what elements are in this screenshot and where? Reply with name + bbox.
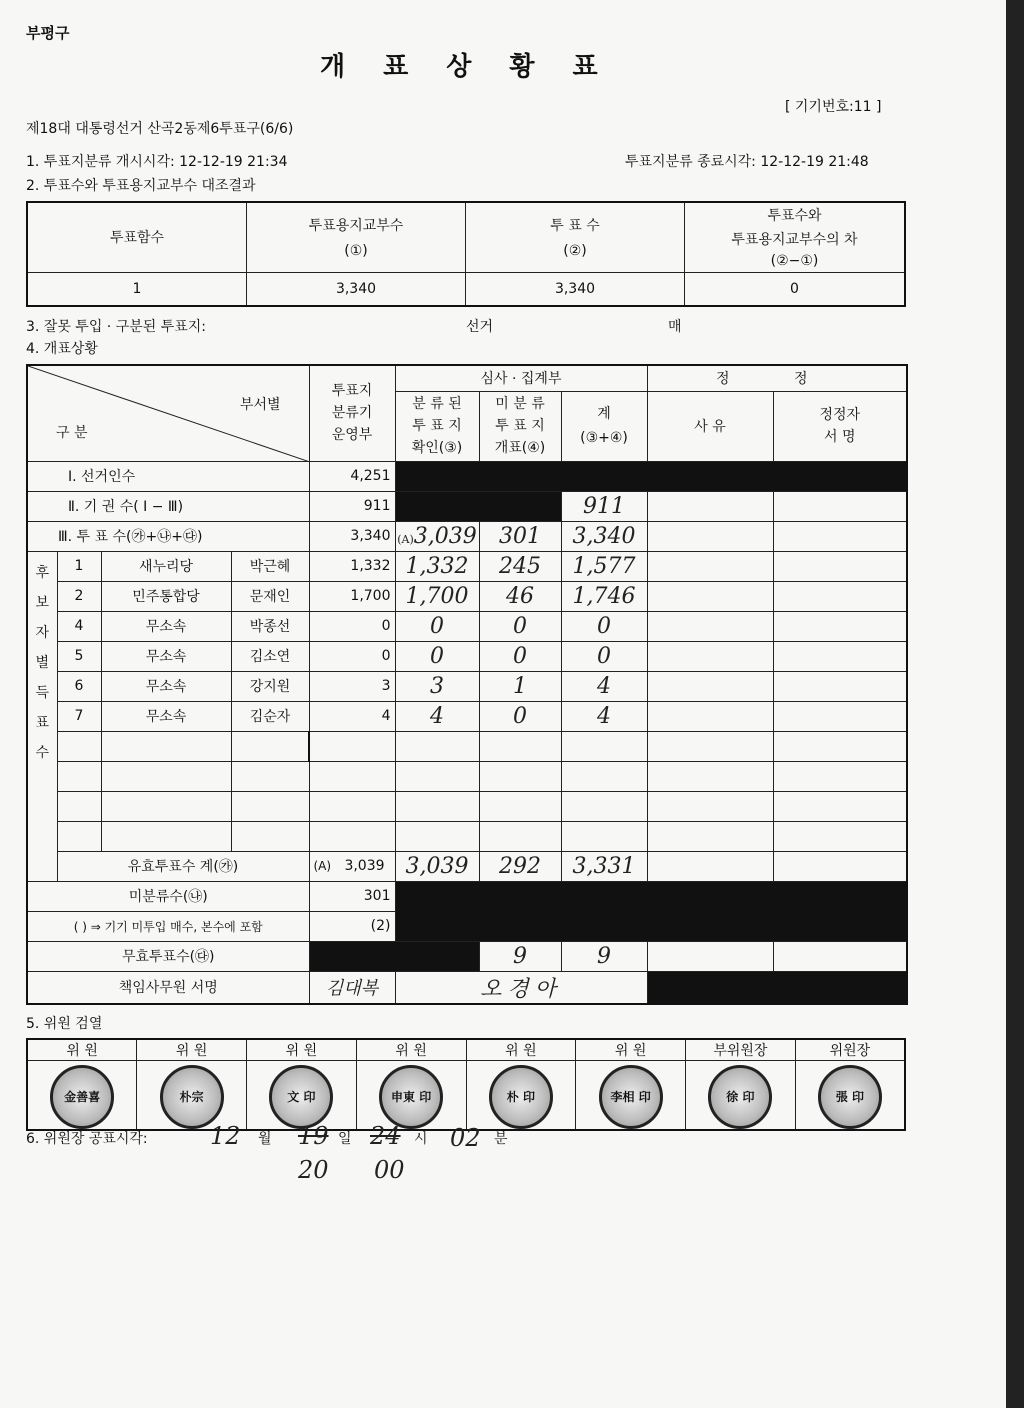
empty-cell: [647, 941, 773, 971]
cand-machine: 1,332: [309, 551, 395, 581]
blackout-cell: [395, 491, 561, 521]
scan-edge: [1006, 0, 1024, 1408]
row-votes-hw-sum: 3,340: [561, 521, 647, 551]
cand-machine: 3: [309, 671, 395, 701]
cand-party: 민주통합당: [101, 581, 231, 611]
cand-party: 새누리당: [101, 551, 231, 581]
row-valid-hw-sum: 3,331: [561, 851, 647, 881]
empty-cell: [647, 491, 773, 521]
empty-cell: [773, 521, 907, 551]
header-issued-label: 투표용지교부수: [308, 218, 404, 235]
header-votes: [466, 202, 685, 272]
committee-role: 위 원: [137, 1039, 247, 1061]
header-issued: [247, 202, 466, 272]
row-abstain-hw-sum: 911: [561, 491, 647, 521]
header-votes-sub: (②): [563, 243, 587, 260]
section-6-title: 6. 위원장 공표시각:: [26, 1131, 148, 1147]
side-label: [27, 551, 57, 881]
side-char: 후: [35, 564, 50, 581]
row-abstain-value: 911: [309, 491, 395, 521]
row-sign-hw2: 오경아: [395, 971, 647, 1004]
row-sign-label: 책임사무원 서명: [27, 971, 309, 1004]
cand-hw-sum: 0: [561, 641, 647, 671]
seal-stamp: 申東 印: [379, 1065, 443, 1129]
cand-party: 무소속: [101, 611, 231, 641]
cand-hw-b: 0: [479, 701, 561, 731]
diagonal-line: [28, 366, 310, 462]
committee-role: 위원장: [795, 1039, 905, 1061]
box-count-value: 1: [27, 272, 247, 306]
cand-machine: 1,700: [309, 581, 395, 611]
cand-no: 5: [57, 641, 101, 671]
cand-hw-a: 1,700: [395, 581, 479, 611]
committee-role: 위 원: [356, 1039, 466, 1061]
committee-role: 부위원장: [686, 1039, 796, 1061]
announce-day-old: 19: [298, 1122, 329, 1150]
votes-value: 3,340: [466, 272, 685, 306]
announce-hour-old: 24: [370, 1122, 401, 1150]
side-char: 수: [35, 744, 50, 761]
empty-cell: [647, 581, 773, 611]
side-char: 별: [35, 654, 50, 671]
cand-hw-sum: 0: [561, 611, 647, 641]
header-reason: 사 유: [647, 391, 773, 461]
cand-hw-a: 4: [395, 701, 479, 731]
empty-cell: [647, 641, 773, 671]
header-diff-line1: 투표수와: [767, 208, 822, 225]
committee-table: [26, 1038, 906, 1131]
row-votes-hw-a: [395, 521, 479, 551]
cand-hw-a: 3: [395, 671, 479, 701]
row-unclassified-note-value: (2): [309, 911, 395, 941]
header-box-count: 투표함수: [27, 202, 247, 272]
empty-cell: [773, 671, 907, 701]
cand-party: 무소속: [101, 701, 231, 731]
seal-stamp: 朴 印: [489, 1065, 553, 1129]
cand-hw-b: 0: [479, 611, 561, 641]
header-corrector-l2: 서 명: [824, 429, 856, 445]
empty-cell: [773, 551, 907, 581]
header-unclassified-l3: 개표(④): [494, 440, 546, 456]
row-sign-hw1: 김대복: [309, 971, 395, 1004]
cand-no: 2: [57, 581, 101, 611]
header-review: 심사 · 집계부: [395, 365, 647, 391]
row-valid-number: 3,039: [344, 858, 385, 874]
side-char: 득: [35, 684, 50, 701]
header-sum-l1: 계: [597, 406, 611, 422]
row-electors-value: 4,251: [309, 461, 395, 491]
row-unclassified-value: 301: [309, 881, 395, 911]
row-votes-label: Ⅲ. 투 표 수(㉮+㉯+㉰): [27, 521, 309, 551]
cand-name: 김순자: [231, 701, 309, 731]
election-name: 제18대 대통령선거 산곡2동제6투표구(6/6): [26, 121, 294, 137]
empty-cell: [647, 521, 773, 551]
header-sum: [561, 391, 647, 461]
diff-value: 0: [685, 272, 906, 306]
header-diff: [685, 202, 906, 272]
cand-party: 무소속: [101, 671, 231, 701]
blackout-cell: [647, 971, 907, 1004]
seal-stamp: 朴宗: [160, 1065, 224, 1129]
issued-value: 3,340: [247, 272, 466, 306]
row-invalid-label: 무효투표수(㉰): [27, 941, 309, 971]
cand-no: 4: [57, 611, 101, 641]
cand-hw-sum: 1,746: [561, 581, 647, 611]
announce-month-unit: 월: [258, 1131, 272, 1147]
cand-name: 김소연: [231, 641, 309, 671]
section-2-title: 2. 투표수와 투표용지교부수 대조결과: [26, 178, 256, 194]
committee-role: 위 원: [27, 1039, 137, 1061]
committee-role: 위 원: [576, 1039, 686, 1061]
row-invalid-hw-b: 9: [479, 941, 561, 971]
empty-cell: [773, 641, 907, 671]
row-invalid-hw-sum: 9: [561, 941, 647, 971]
empty-cell: [773, 581, 907, 611]
section-3-unit: 매: [668, 319, 682, 335]
header-machine: [309, 365, 395, 461]
cand-name: 강지원: [231, 671, 309, 701]
announce-day-unit: 일: [338, 1131, 352, 1147]
cand-machine: 4: [309, 701, 395, 731]
cand-hw-b: 1: [479, 671, 561, 701]
empty-cell: [773, 701, 907, 731]
empty-cell: [773, 941, 907, 971]
empty-cell: [773, 851, 907, 881]
row-valid-hw-a: 3,039: [395, 851, 479, 881]
blackout-cell: [309, 941, 479, 971]
header-machine-l2: 분류기: [331, 405, 373, 422]
row-abstain-label: Ⅱ. 기 권 수( Ⅰ − Ⅲ): [27, 491, 309, 521]
row-votes-value: 3,340: [309, 521, 395, 551]
header-diagonal-cell: [27, 365, 309, 461]
count-status-table: [26, 364, 908, 1005]
side-char: 보: [35, 594, 50, 611]
page-title: 개표상황표: [320, 52, 636, 82]
cand-hw-b: 46: [479, 581, 561, 611]
cand-hw-sum: 4: [561, 671, 647, 701]
header-machine-l3: 운영부: [331, 427, 373, 444]
district-label: 부평구: [26, 24, 70, 42]
empty-cell: [647, 671, 773, 701]
side-char: 표: [35, 714, 50, 731]
committee-role: 위 원: [247, 1039, 357, 1061]
header-corrector: [773, 391, 907, 461]
cand-no: 7: [57, 701, 101, 731]
cand-machine: 0: [309, 611, 395, 641]
empty-cell: [647, 701, 773, 731]
row-unclassified-label: 미분류수(㉯): [27, 881, 309, 911]
sort-end-time: 투표지분류 종료시각: 12-12-19 21:48: [625, 154, 869, 170]
header-unclassified-l2: 투 표 지: [495, 418, 545, 434]
row-valid-prefix: (A): [313, 859, 332, 873]
cand-hw-sum: 4: [561, 701, 647, 731]
device-number: [ 기기번호:11 ]: [785, 99, 882, 115]
cand-name: 박근혜: [231, 551, 309, 581]
announce-day-new: 20: [298, 1156, 329, 1184]
header-classified-l2: 투 표 지: [412, 418, 462, 434]
comparison-table: [26, 201, 906, 307]
blackout-cell: [395, 881, 907, 941]
announce-min: 02: [450, 1124, 481, 1152]
seal-stamp: 張 印: [818, 1065, 882, 1129]
seal-stamp: 徐 印: [708, 1065, 772, 1129]
row-votes-prefix: (A): [397, 532, 414, 546]
announce-month: 12: [210, 1122, 241, 1150]
cand-name: 박종선: [231, 611, 309, 641]
blackout-cell: [395, 461, 907, 491]
cand-machine: 0: [309, 641, 395, 671]
cand-hw-b: 0: [479, 641, 561, 671]
cand-hw-a: 1,332: [395, 551, 479, 581]
cand-hw-sum: 1,577: [561, 551, 647, 581]
row-votes-hw-b: 301: [479, 521, 561, 551]
header-unclassified: [479, 391, 561, 461]
seal-stamp: 文 印: [269, 1065, 333, 1129]
header-unclassified-l1: 미 분 류: [495, 396, 545, 412]
cand-no: 6: [57, 671, 101, 701]
header-sum-l2: (③+④): [580, 430, 628, 446]
section-3-election: 선거: [466, 319, 494, 335]
announce-hour-new: 00: [374, 1156, 405, 1184]
side-char: 자: [35, 624, 50, 641]
cand-hw-b: 245: [479, 551, 561, 581]
header-correct: 정 정: [647, 365, 907, 391]
empty-cell: [773, 491, 907, 521]
empty-cell: [647, 551, 773, 581]
empty-cell: [647, 611, 773, 641]
seal-stamp: 李相 印: [599, 1065, 663, 1129]
section-3-title: 3. 잘못 투입 · 구분된 투표지:: [26, 319, 207, 335]
announce-hour-unit: 시: [414, 1131, 428, 1147]
header-diff-line2: 투표용지교부수의 차: [731, 232, 858, 249]
header-corrector-l1: 정정자: [819, 407, 861, 423]
row-valid-hw-b: 292: [479, 851, 561, 881]
seal-stamp: 金善喜: [50, 1065, 114, 1129]
header-classified-l3: 확인(③): [411, 440, 463, 456]
header-diff-line3: (②−①): [770, 253, 819, 270]
header-dept: 부서별: [239, 397, 281, 413]
sort-start-time: 1. 투표지분류 개시시각: 12-12-19 21:34: [26, 154, 288, 170]
section-5-title: 5. 위원 검열: [26, 1016, 103, 1032]
header-gubun: 구 분: [56, 425, 88, 441]
row-unclassified-note: ( ) ⇒ 기기 미투입 매수, 본수에 포함: [27, 911, 309, 941]
committee-role: 위 원: [466, 1039, 576, 1061]
cand-no: 1: [57, 551, 101, 581]
row-valid-value: [309, 851, 395, 881]
header-classified: [395, 391, 479, 461]
row-electors-label: Ⅰ. 선거인수: [27, 461, 309, 491]
row-valid-label: 유효투표수 계(㉮): [57, 851, 309, 881]
announce-min-unit: 분: [494, 1131, 508, 1147]
empty-cell: [647, 851, 773, 881]
header-machine-l1: 투표지: [331, 383, 373, 400]
empty-cell: [773, 611, 907, 641]
section-4-title: 4. 개표상황: [26, 341, 98, 357]
header-classified-l1: 분 류 된: [412, 396, 462, 412]
header-votes-label: 투 표 수: [550, 218, 600, 235]
cand-name: 문재인: [231, 581, 309, 611]
cand-hw-a: 0: [395, 641, 479, 671]
row-votes-hw-a-value: 3,039: [413, 523, 477, 549]
cand-hw-a: 0: [395, 611, 479, 641]
header-issued-sub: (①): [344, 243, 368, 260]
cand-party: 무소속: [101, 641, 231, 671]
